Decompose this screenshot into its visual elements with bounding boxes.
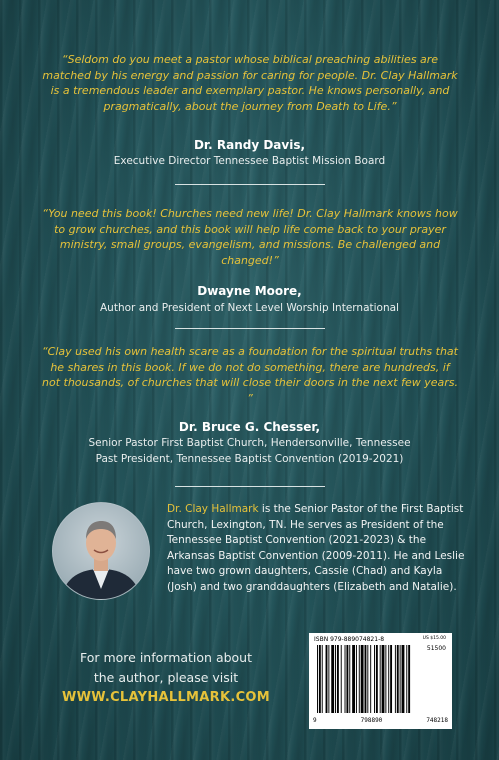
price-label: US $15.00: [422, 636, 446, 641]
endorser-title-3b: Past President, Tennessee Baptist Convention (2019-2021): [95, 453, 404, 465]
isbn-barcode: [309, 633, 452, 729]
price-code: 51500: [426, 645, 446, 652]
divider-3: [175, 486, 325, 487]
author-portrait-icon: [53, 503, 149, 599]
author-website-link[interactable]: WWW.CLAYHALLMARK.COM: [61, 690, 270, 705]
endorser-title-1: Executive Director Tennessee Baptist Mission Board: [113, 155, 386, 167]
more-info-line-2: the author, please visit: [93, 670, 239, 685]
endorser-name-1: Dr. Randy Davis,: [193, 138, 306, 152]
barcode-digit-group-2: 798890: [360, 717, 383, 724]
endorsement-quote-3: “Clay used his own health scare as a foundation for the spiritual truths that he shares in this book. If we do not do something, there are hundreds, if not thousands, of churches that will close their doors in the next few years. ”: [41, 345, 458, 405]
author-bio: [167, 502, 467, 595]
endorser-name-2: Dwayne Moore,: [197, 284, 302, 298]
isbn-number: ISBN 979-889074821-8: [314, 636, 385, 643]
author-photo: [52, 502, 150, 600]
endorser-title-3a: Senior Pastor First Baptist Church, Hendersonville, Tennessee: [88, 437, 411, 449]
divider-2: [175, 328, 325, 329]
barcode-digits: [313, 717, 448, 724]
endorser-title-2: Author and President of Next Level Worship International: [100, 302, 399, 314]
barcode-bars: [317, 645, 444, 713]
author-bio-name: Dr. Clay Hallmark: [167, 503, 259, 515]
more-info-line-1: For more information about: [79, 650, 253, 665]
endorser-name-3: Dr. Bruce G. Chesser,: [178, 420, 321, 434]
author-bio-text: is the Senior Pastor of the First Baptist Church, Lexington, TN. He serves as President of the Tennessee Baptist Convention (2021-2023) & the Arkansas Baptist Convention (2009-2011). He and Leslie have two grown daughters, Cassie (Chad) and Kayla (Josh) and two granddaughters (Elizabeth and Natalie).: [167, 503, 465, 593]
barcode-digit-group-1: 9: [313, 717, 317, 724]
more-info-text: [56, 648, 276, 688]
endorsement-quote-2: “You need this book! Churches need new life! Dr. Clay Hallmark knows how to grow churches, and this book will help life come back to your prayer ministry, small groups, evangelism, and missions. Be challenged and changed!”: [42, 207, 458, 267]
divider-1: [175, 184, 325, 185]
endorsement-quote-1: “Seldom do you meet a pastor whose biblical preaching abilities are matched by his energy and passion for caring for people. Dr. Clay Hallmark is a tremendous leader and exemplary pastor. He knows personally, and pragmatically, about the journey from Death to Life.”: [42, 53, 458, 113]
barcode-digit-group-3: 748218: [426, 717, 448, 724]
